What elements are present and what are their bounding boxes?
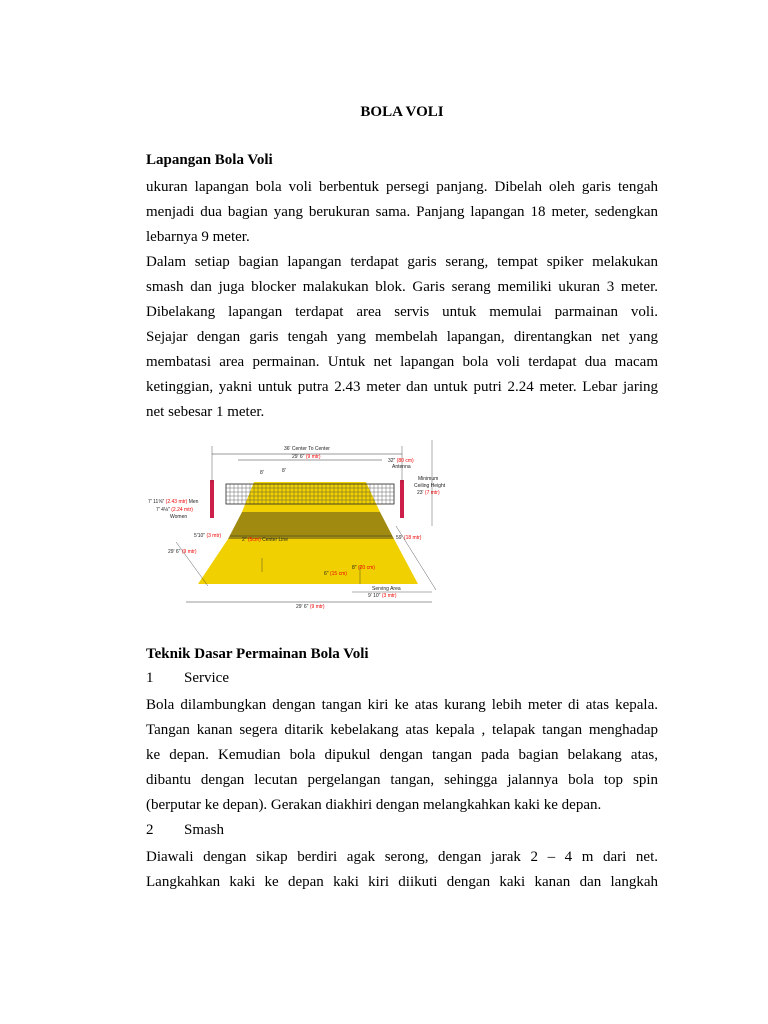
paragraph-3-line: Tangan kanan segera ditarik kebelakang atas kepala , telapak tangan menghadap	[146, 722, 658, 738]
paragraph-4-line: Diawali dengan sikap berdiri agak serong, dengan jarak 2 – 4 m dari net.	[146, 849, 658, 865]
paragraph-2-line: Dibelakang lapangan terdapat area servis untuk memulai parmainan voli.	[146, 304, 658, 320]
section-heading-lapangan: Lapangan Bola Voli	[146, 152, 273, 168]
ceiling-label-2: Ceiling Height	[414, 483, 446, 489]
antenna-label: 32" (80 cm)	[388, 458, 414, 464]
list-item-smash	[146, 822, 224, 839]
paragraph-1	[146, 175, 658, 250]
mark-label: 8'	[260, 470, 264, 476]
paragraph-1-line: ukuran lapangan bola voli berbentuk persegi panjang. Dibelah oleh garis tengah	[146, 179, 658, 195]
page-title: BOLA VOLI	[360, 104, 444, 120]
court-attack-zone	[228, 512, 394, 539]
court-length-label: 59' (18 mtr)	[396, 535, 422, 541]
women-text: Women	[170, 514, 188, 520]
paragraph-2-line: membatasi area permainan. Untuk net lapangan bola voli terdapat dua macam	[146, 354, 658, 370]
court-near-half	[198, 539, 418, 584]
serving-area-label: Serving Area	[372, 586, 401, 592]
section-heading-teknik: Teknik Dasar Permainan Bola Voli	[146, 646, 369, 662]
ceiling-label-1: Minimum	[418, 476, 439, 482]
list-item-number: 2	[146, 822, 154, 838]
serving-area-size: 9' 10" (3 mtr)	[368, 593, 397, 599]
men-net-height-label: 7' 11⅝" (2.43 mtr) Men	[148, 499, 199, 505]
paragraph-3	[146, 693, 658, 818]
paragraph-4-line: Langkahkan kaki ke depan kaki kiri diikuti dengan kaki kanan dan langkah	[146, 874, 658, 890]
bottom-dimension-label: 29' 6" (9 mtr)	[296, 604, 325, 610]
center-line-label: 2" (5cm) Center Line	[242, 537, 288, 543]
list-item-label: Smash	[184, 822, 225, 838]
top-dimension-label: 36' Center To Center	[284, 446, 330, 452]
side-dimension-label: 29' 6" (9 mtr)	[168, 549, 197, 555]
paragraph-3-line: ke depan. Kemudian bola dipukul dengan tangan pada bagian belakang atas,	[146, 747, 658, 763]
paragraph-2-line: net sebesar 1 meter.	[146, 404, 265, 420]
paragraph-2-line: smash dan juga blocker malakukan blok. Garis serang memiliki ukuran 3 meter.	[146, 279, 658, 295]
paragraph-2-line: ketinggian, yakni untuk putra 2.43 meter dan untuk putri 2.24 meter. Lebar jaring	[146, 379, 658, 395]
women-net-height-label: 7' 4⅛" (2.24 mtr)	[156, 507, 193, 513]
ceiling-label-3: 23' (7 mtr)	[417, 490, 440, 496]
court-far-half	[242, 482, 380, 512]
paragraph-3-line: Bola dilambungkan dengan tangan kiri ke atas kurang lebih meter di atas kepala.	[146, 697, 658, 713]
paragraph-2-line: Sejajar dengan garis tengah yang membelah lapangan, direntangkan net yang	[146, 329, 658, 345]
antenna-text: Antenna	[392, 464, 411, 470]
paragraph-3-line: (berputar ke depan). Gerakan diakhiri dengan melangkahkan kaki ke depan.	[146, 797, 602, 813]
court-diagram-svg	[146, 432, 446, 612]
paragraph-2-line: Dalam setiap bagian lapangan terdapat garis serang, tempat spiker melakukan	[146, 254, 658, 270]
right-net-post	[400, 480, 404, 518]
paragraph-3-line: dibantu dengan lecutan pergelangan tangan, sehingga jalannya bola top spin	[146, 772, 658, 788]
volleyball-court-diagram	[146, 432, 446, 612]
line-width-label-2: 8" (20 cm)	[352, 565, 375, 571]
court-width-label: 29' 6" (9 mtr)	[292, 454, 321, 460]
mark-label: 8'	[282, 468, 286, 474]
list-item-number: 1	[146, 670, 154, 686]
paragraph-1-line: lebarnya 9 meter.	[146, 229, 250, 245]
attack-zone-label: 5'10" (3 mtr)	[194, 533, 222, 539]
list-item-service	[146, 670, 229, 687]
paragraph-4	[146, 845, 658, 895]
paragraph-2	[146, 250, 658, 425]
paragraph-1-line: menjadi dua bagian yang berukuran sama. Panjang lapangan 18 meter, sedengkan	[146, 204, 658, 220]
line-width-label: 6" (15 cm)	[324, 571, 347, 577]
left-net-post	[210, 480, 214, 518]
list-item-label: Service	[184, 670, 229, 686]
